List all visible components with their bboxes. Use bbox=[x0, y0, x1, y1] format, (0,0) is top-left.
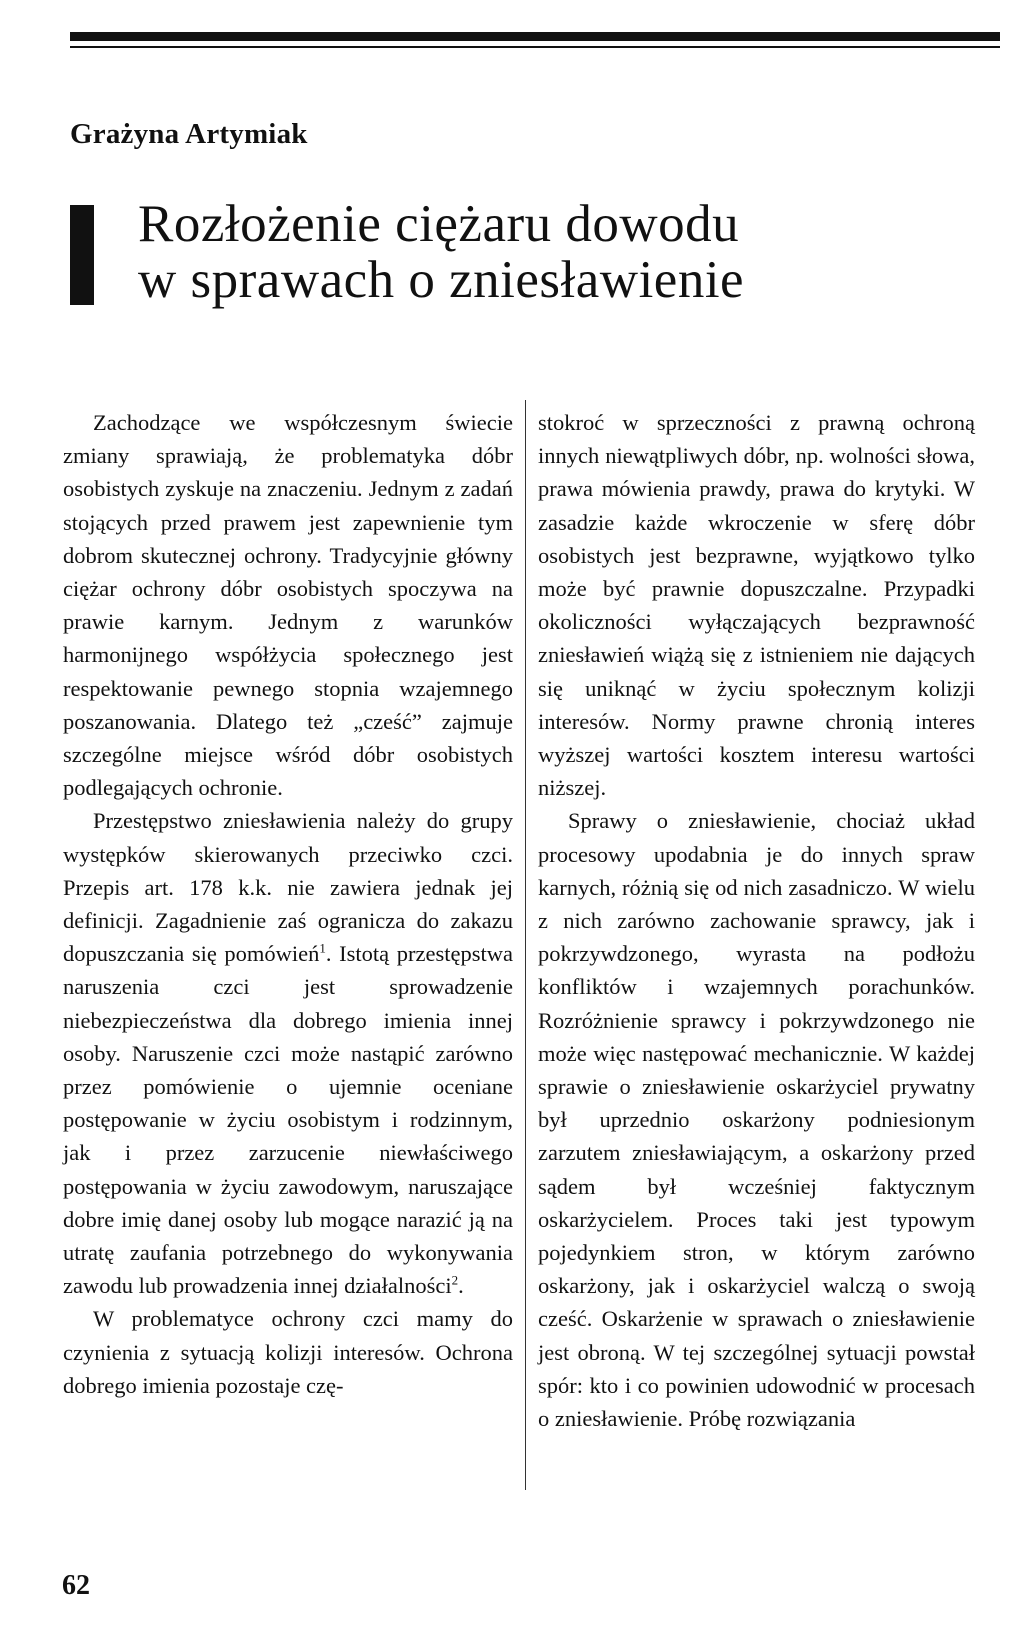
left-paragraph-3: W problematyce ochrony czci mamy do czynienia z sytuacją kolizji interesów. Ochrona dobrego imienia pozostaje czę- bbox=[63, 1306, 513, 1398]
title-accent-bar bbox=[70, 205, 94, 305]
column-divider bbox=[525, 400, 526, 1490]
left-paragraph-2 bbox=[63, 804, 513, 1302]
footnote-ref-2: 2 bbox=[451, 1272, 459, 1288]
header-rule-thick bbox=[70, 32, 1000, 41]
article-title bbox=[138, 196, 998, 308]
page-number: 62 bbox=[62, 1570, 90, 1601]
left-paragraph-2-part-b: . Istotą przestępstwa naruszenia czci jest sprowadzenie niebezpieczeństwa dla dobrego imienia innej osoby. Naruszenie czci może nastąpić zarówno przez pomówienie o ujemnie oceniane postępowanie w życiu osobistym i rodzinnym, jak i przez zarzucenie niewłaściwego postępowania w życiu zawodowym, naruszające dobre imię danej osoby lub mogące narazić ją na utratę zaufania potrzebnego do wykonywania zawodu lub prowadzenia innej działalności bbox=[63, 941, 513, 1299]
title-line-1: Rozłożenie ciężaru dowodu bbox=[138, 195, 740, 253]
title-line-2: w sprawach o zniesławienie bbox=[138, 251, 745, 309]
right-column bbox=[538, 406, 975, 1435]
right-paragraph-1: stokroć w sprzeczności z prawną ochroną innych niewątpliwych dóbr, np. wolności słowa, prawa mówienia prawdy, prawa do krytyki. W zasadzie każde wkroczenie w sferę dóbr osobistych jest bezprawne, wyjątkowo tylko może być prawnie dopuszczalne. Przypadki okoliczności wyłączających bezprawność zniesławień wiążą się z istnieniem nie dających się uniknąć w życiu społecznym kolizji interesów. Normy prawne chronią interes wyższej wartości kosztem interesu wartości niższej. bbox=[538, 410, 975, 801]
left-paragraph-1: Zachodzące we współczesnym świecie zmiany sprawiają, że problematyka dóbr osobistych zyskuje na znaczeniu. Jednym z zadań stojących przed prawem jest zapewnienie tym dobrom skutecznej ochrony. Tradycyjnie główny ciężar ochrony dóbr osobistych spoczywa na prawie karnym. Jednym z warunków harmonijnego współżycia społecznego jest respektowanie pewnego stopnia wzajemnego poszanowania. Dlatego też „cześć” zajmuje szczególne miejsce wśród dóbr osobistych podlegających ochronie. bbox=[63, 410, 513, 801]
left-column bbox=[63, 406, 513, 1402]
left-paragraph-2-part-a: Przestępstwo zniesławienia należy do grupy występków skierowanych przeciwko czci. Przepis art. 178 k.k. nie zawiera jednak jej definicji. Zagadnienie zaś ogranicza do zakazu dopuszczania się pomówień bbox=[63, 808, 513, 967]
left-paragraph-2-part-c: . bbox=[458, 1273, 464, 1299]
footnote-ref-1: 1 bbox=[319, 940, 326, 956]
author-name: Grażyna Artymiak bbox=[70, 118, 308, 150]
right-paragraph-2: Sprawy o zniesławienie, chociaż układ procesowy upodabnia je do innych spraw karnych, różnią się od nich zasadniczo. W wielu z nich zarówno zachowanie sprawcy, jak i pokrzywdzonego, wyrasta na podłożu konfliktów i wzajemnych porachunków. Rozróżnienie sprawcy i pokrzywdzonego nie może więc następować mechanicznie. W każdej sprawie o zniesławienie oskarżyciel prywatny był uprzednio oskarżony podniesionym zarzutem zniesławiającym, a oskarżony przed sądem był wcześniej faktycznym oskarżycielem. Proces taki jest typowym pojedynkiem stron, w którym zarówno oskarżony, jak i oskarżyciel walczą o swoją cześć. Oskarżenie w sprawach o zniesławienie jest obroną. W tej szczególnej sytuacji powstał spór: kto i co powinien udowodnić w procesach o zniesławienie. Próbę rozwiązania bbox=[538, 808, 975, 1432]
header-rule-thin bbox=[70, 46, 1000, 48]
